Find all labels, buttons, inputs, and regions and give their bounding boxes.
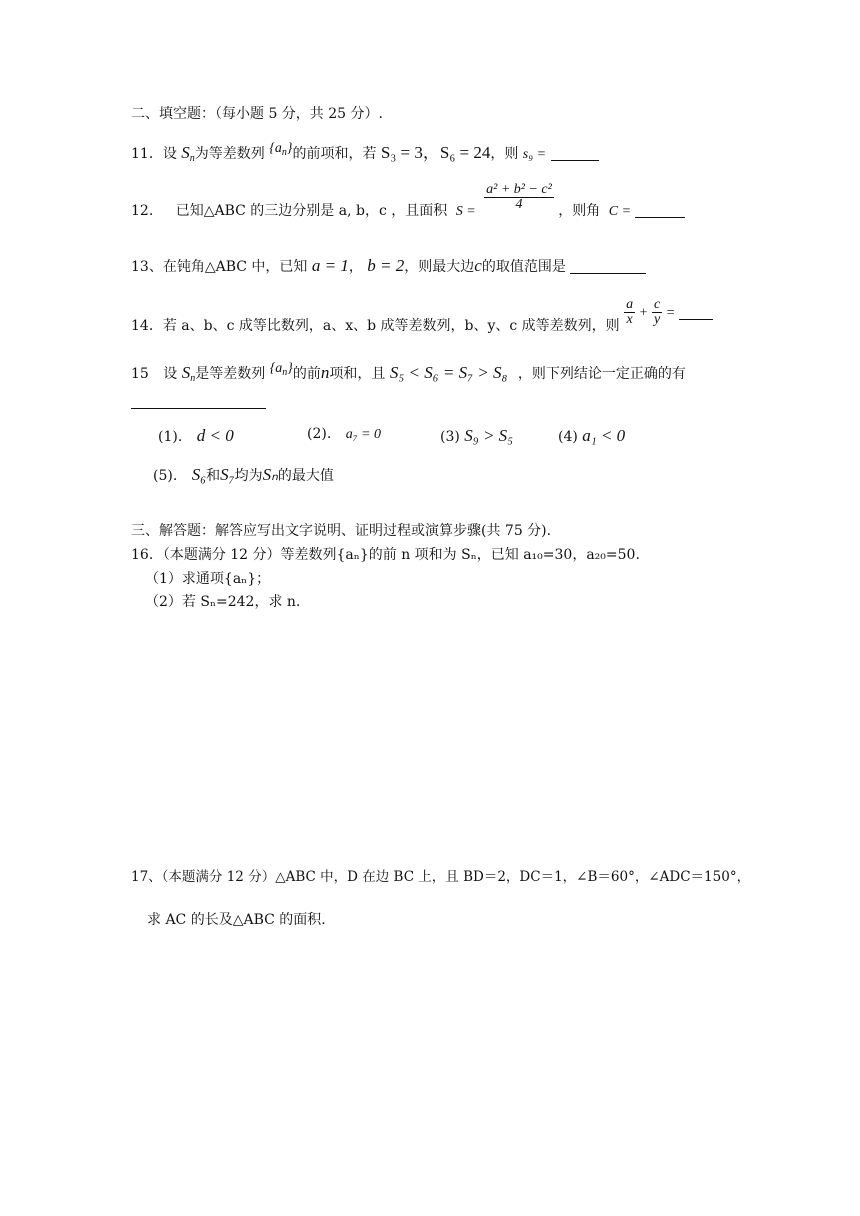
q11-an-set: $\{a_n\}$ bbox=[269, 141, 293, 158]
q16-part-1: （1）求通项{aₙ}； bbox=[145, 571, 271, 587]
q12-denominator: 4 bbox=[484, 197, 554, 212]
q15-n: n bbox=[320, 363, 330, 382]
q15-option-5-label: (5). bbox=[153, 468, 178, 484]
q15-option-3 bbox=[440, 427, 513, 444]
q13-answer-blank[interactable] bbox=[570, 259, 646, 274]
question-11 bbox=[131, 141, 599, 164]
q14-fraction-1-numerator: a bbox=[626, 297, 634, 312]
q17-statement: 17、（本题满分 12 分）△ABC 中，D 在边 BC 上，且 BD＝2，DC＝1，∠B＝60°，∠ADC＝150°， bbox=[131, 869, 751, 885]
q15-answer-blank[interactable] bbox=[131, 394, 266, 409]
q15-option-1-label: (1). bbox=[158, 429, 183, 445]
q12-numerator: a² + b² − c² bbox=[486, 182, 552, 197]
q13-comma: ， bbox=[348, 259, 363, 275]
q15-condition: S₅ < S₆ = S₇ > S₈ bbox=[389, 363, 508, 382]
q15-option-2-label: (2). bbox=[307, 426, 332, 442]
q14-plus: + bbox=[639, 305, 648, 321]
q13-text-2: ，则最大边 bbox=[404, 259, 475, 275]
q15-option-4-expr: a₁ < 0 bbox=[582, 426, 626, 445]
q12-text-1: 已知△ABC 的三边分别是 a, b，c ，且面积 bbox=[175, 202, 448, 219]
q11-text-2: 的前项和，若 bbox=[292, 146, 377, 162]
q13-a: a = 1 bbox=[311, 256, 349, 275]
q15-option-5-s6: S₆ bbox=[191, 465, 207, 484]
q13-text-1: 13、在钝角△ABC 中，已知 bbox=[131, 259, 308, 275]
q15-option-5 bbox=[153, 466, 334, 483]
q15-option-1-expr: d < 0 bbox=[196, 426, 234, 445]
q12-text-2: ，则角 bbox=[558, 202, 601, 219]
q15-option-4 bbox=[558, 427, 625, 444]
q14-fraction-a-x bbox=[624, 298, 635, 327]
question-12 bbox=[131, 183, 685, 227]
q15-option-3-label: (3) bbox=[440, 429, 460, 445]
q15-option-2-expr: a₇ = 0 bbox=[345, 427, 382, 442]
q12-number: 12. bbox=[131, 202, 154, 219]
q15-option-1 bbox=[158, 427, 234, 444]
q14-fraction-2-numerator: c bbox=[653, 297, 661, 312]
q15-option-5-and: 和 bbox=[206, 468, 221, 484]
section-2-heading: 二、填空题：（每小题 5 分，共 25 分）. bbox=[131, 106, 383, 122]
q15-an-set: $\{a_n\}$ bbox=[269, 361, 293, 378]
q11-sn-symbol: $S_n$ bbox=[181, 143, 195, 164]
q11-text-3: ，则 bbox=[490, 146, 519, 162]
q15-option-5-s7: S₇ bbox=[220, 465, 235, 484]
q14-text: 14．若 a、b、c 成等比数列，a、x、b 成等差数列，b、y、c 成等差数列，则 bbox=[131, 317, 620, 334]
q15-option-4-label: (4) bbox=[558, 429, 578, 445]
q11-answer-blank[interactable] bbox=[551, 146, 599, 161]
q14-fraction-1-denominator: x bbox=[624, 312, 635, 327]
question-15 bbox=[131, 361, 686, 384]
q11-condition: S₃ = 3，S₆ = 24 bbox=[380, 143, 491, 162]
q16-statement: 16．（本题满分 12 分）等差数列{aₙ}的前 n 项和为 Sₙ，已知 a₁₀=30，a₂₀=50. bbox=[131, 547, 640, 563]
q11-text-1: 为等差数列 bbox=[194, 146, 265, 162]
q15-text-1: 设 bbox=[163, 366, 178, 382]
q12-answer-blank[interactable] bbox=[635, 203, 685, 218]
q15-option-5-end: 的最大值 bbox=[277, 468, 334, 484]
q12-area-S: S = bbox=[455, 203, 476, 219]
q13-c: c bbox=[474, 256, 482, 275]
q17-statement-line-2: 求 AC 的长及△ABC 的面积. bbox=[147, 912, 326, 928]
q11-target: s₉ = bbox=[522, 147, 547, 162]
q14-fraction-2-denominator: y bbox=[653, 312, 661, 327]
q15-text-3: 的前 bbox=[292, 366, 321, 382]
q12-fraction bbox=[484, 183, 554, 212]
q14-equals: = bbox=[666, 305, 675, 321]
q13-b: b = 2 bbox=[367, 256, 405, 275]
question-13 bbox=[131, 257, 646, 274]
q14-fraction-c-y bbox=[652, 298, 662, 327]
q15-option-2 bbox=[307, 427, 381, 442]
q15-sn-symbol: $S_n$ bbox=[181, 363, 196, 384]
q15-option-3-expr: S₉ > S₅ bbox=[464, 426, 514, 445]
section-3-heading: 三、解答题：解答应写出文字说明、证明过程或演算步骤(共 75 分). bbox=[131, 523, 552, 539]
q15-option-5-text: 均为 bbox=[234, 468, 263, 484]
question-14 bbox=[131, 298, 713, 342]
q12-angle-C: C = bbox=[608, 203, 632, 219]
q15-number: 15 bbox=[131, 366, 149, 382]
q15-text-2: 是等差数列 bbox=[195, 366, 266, 382]
q15-option-5-sn: Sₙ bbox=[262, 465, 278, 484]
q11-number: 11．设 bbox=[131, 146, 177, 162]
q15-text-5: ，则下列结论一定正确的有 bbox=[517, 366, 686, 382]
q16-part-2: （2）若 Sₙ=242，求 n. bbox=[145, 594, 301, 610]
q15-text-4: 项和，且 bbox=[329, 366, 386, 382]
q13-text-3: 的取值范围是 bbox=[481, 259, 566, 275]
q14-answer-blank[interactable] bbox=[679, 305, 713, 320]
